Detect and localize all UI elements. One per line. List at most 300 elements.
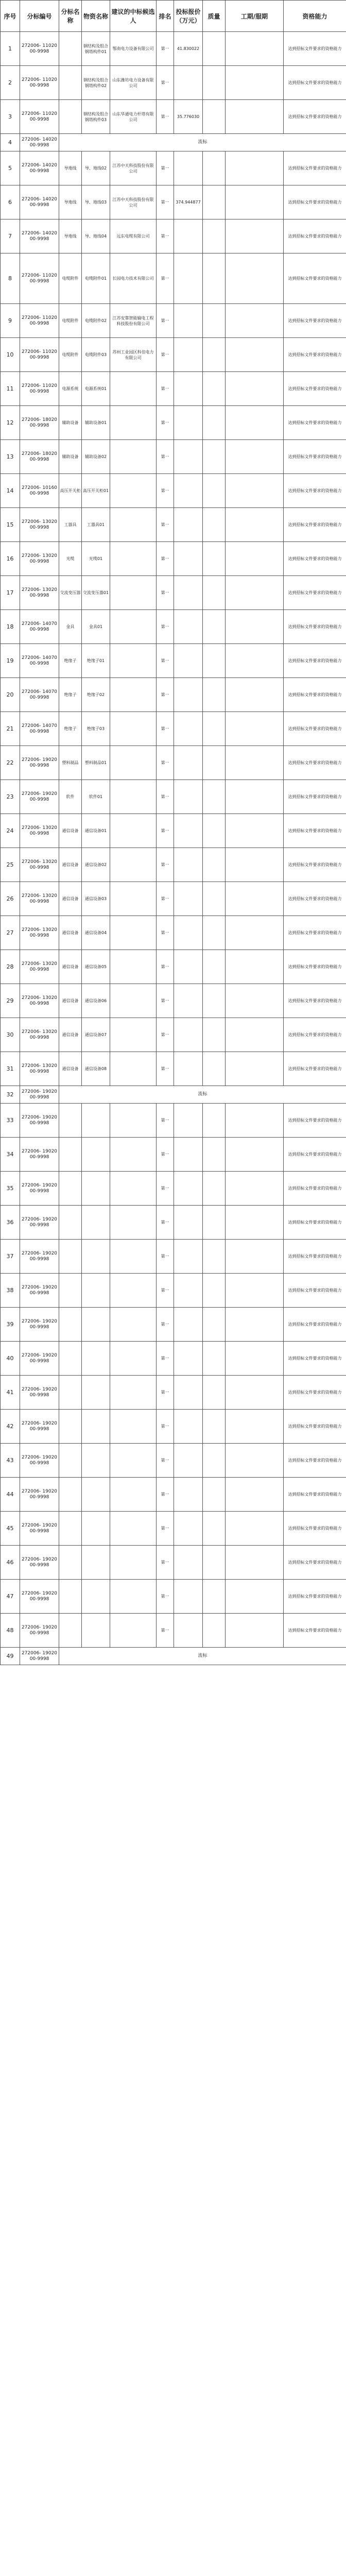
- row-index-cell: 46: [1, 1546, 20, 1580]
- table-row: [1, 66, 346, 100]
- qualification-cell: 达到招标文件要求的资格能力: [284, 1104, 346, 1138]
- schedule-cell: [226, 542, 284, 576]
- schedule-cell: [226, 712, 284, 746]
- material-name-cell: 通信设备04: [82, 916, 110, 950]
- package-name-cell: [59, 1104, 82, 1138]
- package-name-cell: 通信设备: [59, 1018, 82, 1052]
- bid-price-cell: [174, 1614, 203, 1648]
- table-row: [1, 678, 346, 712]
- row-index-cell: 5: [1, 151, 20, 185]
- material-name-cell: 电缆附件02: [82, 304, 110, 338]
- table-row: [1, 1274, 346, 1308]
- qualification-cell: 达到招标文件要求的资格能力: [284, 1410, 346, 1444]
- material-name-cell: 导、地线03: [82, 185, 110, 219]
- row-index-cell: 28: [1, 950, 20, 984]
- winner-name-cell: [110, 746, 157, 780]
- winner-name-cell: [110, 1512, 157, 1546]
- bid-number-cell: 272006- 1902000-9998: [20, 1274, 59, 1308]
- rank-cell: 第一: [157, 1444, 174, 1478]
- winner-name-cell: [110, 1172, 157, 1206]
- bid-price-cell: [174, 814, 203, 848]
- material-name-cell: 钢结构及组合钢塔构件03: [82, 100, 110, 134]
- package-name-cell: 电源系统: [59, 372, 82, 406]
- quality-cell: [203, 406, 226, 440]
- table-row: [1, 1240, 346, 1274]
- quality-cell: [203, 1052, 226, 1086]
- row-index-cell: 32: [1, 1086, 20, 1104]
- schedule-cell: [226, 916, 284, 950]
- schedule-cell: [226, 151, 284, 185]
- material-name-cell: [82, 1376, 110, 1410]
- schedule-cell: [226, 1172, 284, 1206]
- table-row: [1, 712, 346, 746]
- quality-cell: [203, 576, 226, 610]
- qualification-cell: 达到招标文件要求的资格能力: [284, 304, 346, 338]
- rank-cell: 第一: [157, 32, 174, 66]
- schedule-cell: [226, 1206, 284, 1240]
- bid-number-cell: 272006- 1302000-9998: [20, 916, 59, 950]
- qualification-cell: 达到招标文件要求的资格能力: [284, 1274, 346, 1308]
- quality-cell: [203, 474, 226, 508]
- bid-number-cell: 272006- 1302000-9998: [20, 508, 59, 542]
- winner-name-cell: [110, 542, 157, 576]
- material-name-cell: 绝缘子03: [82, 712, 110, 746]
- table-row: [1, 1308, 346, 1342]
- winner-name-cell: 江苏安靠智能输电工程科技股份有限公司: [110, 304, 157, 338]
- bid-number-cell: 272006- 1902000-9998: [20, 1376, 59, 1410]
- qualification-cell: 达到招标文件要求的资格能力: [284, 644, 346, 678]
- material-name-cell: [82, 1206, 110, 1240]
- bid-price-cell: [174, 1018, 203, 1052]
- bid-price-cell: [174, 950, 203, 984]
- bid-number-cell: 272006- 1102000-9998: [20, 32, 59, 66]
- material-name-cell: 工器具01: [82, 508, 110, 542]
- row-index-cell: 22: [1, 746, 20, 780]
- row-index-cell: 33: [1, 1104, 20, 1138]
- rank-cell: 第一: [157, 440, 174, 474]
- qualification-cell: 达到招标文件要求的资格能力: [284, 1546, 346, 1580]
- package-name-cell: [59, 1172, 82, 1206]
- rank-cell: 第一: [157, 1376, 174, 1410]
- row-index-cell: 39: [1, 1308, 20, 1342]
- quality-cell: [203, 916, 226, 950]
- table-row: [1, 1614, 346, 1648]
- winner-name-cell: [110, 712, 157, 746]
- package-name-cell: [59, 1138, 82, 1172]
- package-name-cell: [59, 1614, 82, 1648]
- package-name-cell: 辅助设备: [59, 406, 82, 440]
- bid-price-cell: [174, 746, 203, 780]
- bid-price-cell: [174, 916, 203, 950]
- winner-name-cell: [110, 1580, 157, 1614]
- qualification-cell: 达到招标文件要求的资格能力: [284, 1052, 346, 1086]
- schedule-cell: [226, 1546, 284, 1580]
- rank-cell: 第一: [157, 185, 174, 219]
- package-name-cell: 绝缘子: [59, 712, 82, 746]
- bid-price-cell: [174, 1444, 203, 1478]
- schedule-cell: [226, 253, 284, 304]
- schedule-cell: [226, 508, 284, 542]
- row-index-cell: 42: [1, 1410, 20, 1444]
- schedule-cell: [226, 814, 284, 848]
- material-name-cell: 塑料制品01: [82, 746, 110, 780]
- bid-number-cell: 272006- 1902000-9998: [20, 1614, 59, 1648]
- quality-cell: [203, 712, 226, 746]
- package-name-cell: [59, 66, 82, 100]
- rank-cell: 第一: [157, 712, 174, 746]
- qualification-cell: 达到招标文件要求的资格能力: [284, 32, 346, 66]
- bid-number-cell: 272006- 1902000-9998: [20, 1648, 59, 1665]
- bid-number-cell: 272006- 1102000-9998: [20, 66, 59, 100]
- row-index-cell: 3: [1, 100, 20, 134]
- table-row: [1, 780, 346, 814]
- package-name-cell: 电缆附件: [59, 304, 82, 338]
- material-name-cell: [82, 1614, 110, 1648]
- bid-number-cell: 272006- 1302000-9998: [20, 950, 59, 984]
- table-row: [1, 151, 346, 185]
- bid-price-cell: [174, 1512, 203, 1546]
- rank-cell: 第一: [157, 1410, 174, 1444]
- table-row: [1, 100, 346, 134]
- schedule-cell: [226, 185, 284, 219]
- rank-cell: 第一: [157, 678, 174, 712]
- package-name-cell: [59, 1206, 82, 1240]
- winner-name-cell: [110, 1614, 157, 1648]
- row-index-cell: 4: [1, 134, 20, 151]
- qualification-cell: 达到招标文件要求的资格能力: [284, 1444, 346, 1478]
- schedule-cell: [226, 474, 284, 508]
- schedule-cell: [226, 644, 284, 678]
- qualification-cell: 达到招标文件要求的资格能力: [284, 542, 346, 576]
- material-name-cell: 光缆01: [82, 542, 110, 576]
- package-name-cell: 金具: [59, 610, 82, 644]
- quality-cell: [203, 1240, 226, 1274]
- quality-cell: [203, 1018, 226, 1052]
- package-name-cell: 电缆附件: [59, 338, 82, 372]
- header-package-name: 分标名称: [59, 1, 82, 32]
- schedule-cell: [226, 950, 284, 984]
- package-name-cell: 通信设备: [59, 950, 82, 984]
- material-name-cell: 电缆附件03: [82, 338, 110, 372]
- winner-name-cell: [110, 1478, 157, 1512]
- material-name-cell: [82, 1274, 110, 1308]
- bid-price-cell: [174, 253, 203, 304]
- table-row: [1, 916, 346, 950]
- row-index-cell: 15: [1, 508, 20, 542]
- rank-cell: 第一: [157, 882, 174, 916]
- bid-price-cell: [174, 151, 203, 185]
- table-row: [1, 1342, 346, 1376]
- winner-name-cell: [110, 508, 157, 542]
- winner-name-cell: [110, 1274, 157, 1308]
- rank-cell: 第一: [157, 1240, 174, 1274]
- bid-number-cell: 272006- 1016000-9998: [20, 474, 59, 508]
- bid-number-cell: 272006- 1302000-9998: [20, 1052, 59, 1086]
- table-row: [1, 134, 346, 151]
- rank-cell: 第一: [157, 508, 174, 542]
- winner-name-cell: [110, 916, 157, 950]
- table-row: [1, 304, 346, 338]
- rank-cell: 第一: [157, 219, 174, 253]
- winner-name-cell: [110, 1240, 157, 1274]
- material-name-cell: 高压开关柜01: [82, 474, 110, 508]
- bid-price-cell: [174, 882, 203, 916]
- table-row: [1, 1376, 346, 1410]
- schedule-cell: [226, 678, 284, 712]
- qualification-cell: 达到招标文件要求的资格能力: [284, 66, 346, 100]
- material-name-cell: 电缆附件01: [82, 253, 110, 304]
- winner-name-cell: 远东电缆有限公司: [110, 219, 157, 253]
- package-name-cell: 导地线: [59, 219, 82, 253]
- qualification-cell: 达到招标文件要求的资格能力: [284, 508, 346, 542]
- winner-name-cell: [110, 610, 157, 644]
- quality-cell: [203, 338, 226, 372]
- material-name-cell: [82, 1512, 110, 1546]
- schedule-cell: [226, 1614, 284, 1648]
- package-name-cell: [59, 1376, 82, 1410]
- bid-price-cell: [174, 338, 203, 372]
- rank-cell: 第一: [157, 338, 174, 372]
- package-name-cell: [59, 1410, 82, 1444]
- bid-price-cell: [174, 1138, 203, 1172]
- bid-price-cell: [174, 1172, 203, 1206]
- qualification-cell: 达到招标文件要求的资格能力: [284, 610, 346, 644]
- qualification-cell: 达到招标文件要求的资格能力: [284, 219, 346, 253]
- bid-price-cell: [174, 1274, 203, 1308]
- schedule-cell: [226, 406, 284, 440]
- table-row: [1, 1580, 346, 1614]
- schedule-cell: [226, 1580, 284, 1614]
- material-name-cell: [82, 1444, 110, 1478]
- rank-cell: 第一: [157, 1138, 174, 1172]
- quality-cell: [203, 1172, 226, 1206]
- schedule-cell: [226, 219, 284, 253]
- material-name-cell: 通信设备01: [82, 814, 110, 848]
- package-name-cell: [59, 1512, 82, 1546]
- row-index-cell: 38: [1, 1274, 20, 1308]
- package-name-cell: 高压开关柜: [59, 474, 82, 508]
- quality-cell: [203, 32, 226, 66]
- header-quality: 质量: [203, 1, 226, 32]
- header-schedule: 工期/服期: [226, 1, 284, 32]
- winner-name-cell: [110, 576, 157, 610]
- winner-name-cell: [110, 440, 157, 474]
- quality-cell: [203, 508, 226, 542]
- winner-name-cell: 江苏中天科技股份有限公司: [110, 151, 157, 185]
- bid-number-cell: 272006- 1102000-9998: [20, 100, 59, 134]
- winner-name-cell: 山东华通电力杆塔有限公司: [110, 100, 157, 134]
- material-name-cell: 通信设备03: [82, 882, 110, 916]
- bid-price-cell: [174, 474, 203, 508]
- table-row: [1, 542, 346, 576]
- rank-cell: 第一: [157, 984, 174, 1018]
- winner-name-cell: [110, 406, 157, 440]
- schedule-cell: [226, 1052, 284, 1086]
- package-name-cell: [59, 32, 82, 66]
- rank-cell: 第一: [157, 372, 174, 406]
- bid-number-cell: 272006- 1102000-9998: [20, 253, 59, 304]
- schedule-cell: [226, 100, 284, 134]
- material-name-cell: 金具01: [82, 610, 110, 644]
- bid-number-cell: 272006- 1902000-9998: [20, 780, 59, 814]
- package-name-cell: [59, 100, 82, 134]
- bid-price-cell: [174, 712, 203, 746]
- table-row: [1, 814, 346, 848]
- package-name-cell: 导地线: [59, 185, 82, 219]
- quality-cell: [203, 746, 226, 780]
- package-name-cell: 通信设备: [59, 916, 82, 950]
- qualification-cell: 达到招标文件要求的资格能力: [284, 984, 346, 1018]
- qualification-cell: 达到招标文件要求的资格能力: [284, 746, 346, 780]
- schedule-cell: [226, 882, 284, 916]
- bid-number-cell: 272006- 1302000-9998: [20, 882, 59, 916]
- table-row: [1, 474, 346, 508]
- bid-number-cell: 272006- 1902000-9998: [20, 746, 59, 780]
- package-name-cell: 通信设备: [59, 882, 82, 916]
- quality-cell: [203, 950, 226, 984]
- quality-cell: [203, 1512, 226, 1546]
- qualification-cell: 达到招标文件要求的资格能力: [284, 882, 346, 916]
- bid-number-cell: 272006- 1802000-9998: [20, 440, 59, 474]
- table-row: [1, 219, 346, 253]
- winner-name-cell: [110, 1342, 157, 1376]
- row-index-cell: 26: [1, 882, 20, 916]
- material-name-cell: [82, 1478, 110, 1512]
- quality-cell: [203, 1478, 226, 1512]
- winner-name-cell: [110, 1410, 157, 1444]
- schedule-cell: [226, 1274, 284, 1308]
- rank-cell: 第一: [157, 1172, 174, 1206]
- qualification-cell: 达到招标文件要求的资格能力: [284, 1240, 346, 1274]
- row-index-cell: 1: [1, 32, 20, 66]
- bid-price-cell: [174, 1342, 203, 1376]
- schedule-cell: [226, 1138, 284, 1172]
- bid-number-cell: 272006- 1102000-9998: [20, 338, 59, 372]
- qualification-cell: 达到招标文件要求的资格能力: [284, 406, 346, 440]
- winner-name-cell: [110, 678, 157, 712]
- winner-name-cell: 江苏中天科技股份有限公司: [110, 185, 157, 219]
- schedule-cell: [226, 440, 284, 474]
- rank-cell: 第一: [157, 780, 174, 814]
- table-row: [1, 1086, 346, 1104]
- rank-cell: 第一: [157, 406, 174, 440]
- material-name-cell: 钢结构及组合钢塔构件01: [82, 32, 110, 66]
- winner-name-cell: [110, 1206, 157, 1240]
- row-index-cell: 40: [1, 1342, 20, 1376]
- bid-price-cell: [174, 372, 203, 406]
- material-name-cell: [82, 1240, 110, 1274]
- table-row: [1, 253, 346, 304]
- material-name-cell: 通信设备06: [82, 984, 110, 1018]
- material-name-cell: [82, 1138, 110, 1172]
- bid-number-cell: 272006- 1407000-9998: [20, 610, 59, 644]
- rank-cell: 第一: [157, 814, 174, 848]
- schedule-cell: [226, 610, 284, 644]
- bid-number-cell: 272006- 1302000-9998: [20, 576, 59, 610]
- qualification-cell: 达到招标文件要求的资格能力: [284, 1308, 346, 1342]
- bid-number-cell: 272006- 1902000-9998: [20, 1240, 59, 1274]
- qualification-cell: 达到招标文件要求的资格能力: [284, 1478, 346, 1512]
- qualification-cell: 达到招标文件要求的资格能力: [284, 185, 346, 219]
- table-row: [1, 440, 346, 474]
- header-rank: 排名: [157, 1, 174, 32]
- material-name-cell: 导、地线02: [82, 151, 110, 185]
- package-name-cell: 软件: [59, 780, 82, 814]
- rank-cell: 第一: [157, 1206, 174, 1240]
- material-name-cell: [82, 1172, 110, 1206]
- row-index-cell: 21: [1, 712, 20, 746]
- table-row: [1, 1478, 346, 1512]
- bid-number-cell: 272006- 1407000-9998: [20, 644, 59, 678]
- rank-cell: 第一: [157, 848, 174, 882]
- rank-cell: 第一: [157, 253, 174, 304]
- row-index-cell: 44: [1, 1478, 20, 1512]
- bid-price-cell: [174, 508, 203, 542]
- row-index-cell: 36: [1, 1206, 20, 1240]
- winner-name-cell: [110, 1308, 157, 1342]
- row-index-cell: 2: [1, 66, 20, 100]
- bid-price-cell: [174, 1410, 203, 1444]
- quality-cell: [203, 1410, 226, 1444]
- qualification-cell: 达到招标文件要求的资格能力: [284, 950, 346, 984]
- rank-cell: 第一: [157, 1512, 174, 1546]
- quality-cell: [203, 1376, 226, 1410]
- material-name-cell: 辅助设备02: [82, 440, 110, 474]
- package-name-cell: 导地线: [59, 151, 82, 185]
- schedule-cell: [226, 1410, 284, 1444]
- quality-cell: [203, 882, 226, 916]
- qualification-cell: 达到招标文件要求的资格能力: [284, 712, 346, 746]
- rank-cell: 第一: [157, 610, 174, 644]
- package-name-cell: 辅助设备: [59, 440, 82, 474]
- qualification-cell: 达到招标文件要求的资格能力: [284, 1342, 346, 1376]
- row-index-cell: 34: [1, 1138, 20, 1172]
- row-index-cell: 27: [1, 916, 20, 950]
- qualification-cell: 达到招标文件要求的资格能力: [284, 1512, 346, 1546]
- material-name-cell: [82, 1308, 110, 1342]
- bid-number-cell: 272006- 1402000-9998: [20, 219, 59, 253]
- rank-cell: 第一: [157, 1342, 174, 1376]
- package-name-cell: [59, 1274, 82, 1308]
- row-index-cell: 48: [1, 1614, 20, 1648]
- qualification-cell: 达到招标文件要求的资格能力: [284, 848, 346, 882]
- row-index-cell: 12: [1, 406, 20, 440]
- qualification-cell: 达到招标文件要求的资格能力: [284, 1376, 346, 1410]
- header-qualification: 资格能力: [284, 1, 346, 32]
- header-material-name: 物资名称: [82, 1, 110, 32]
- quality-cell: [203, 814, 226, 848]
- qualification-cell: 达到招标文件要求的资格能力: [284, 338, 346, 372]
- material-name-cell: 绝缘子01: [82, 644, 110, 678]
- quality-cell: [203, 304, 226, 338]
- schedule-cell: [226, 372, 284, 406]
- table-row: [1, 1104, 346, 1138]
- bid-number-cell: 272006- 1402000-9998: [20, 151, 59, 185]
- qualification-cell: 达到招标文件要求的资格能力: [284, 1172, 346, 1206]
- row-index-cell: 11: [1, 372, 20, 406]
- rank-cell: 第一: [157, 151, 174, 185]
- bid-number-cell: 272006- 1407000-9998: [20, 678, 59, 712]
- winner-name-cell: [110, 1376, 157, 1410]
- row-index-cell: 47: [1, 1580, 20, 1614]
- winner-name-cell: [110, 1052, 157, 1086]
- row-index-cell: 14: [1, 474, 20, 508]
- quality-cell: [203, 1444, 226, 1478]
- row-index-cell: 8: [1, 253, 20, 304]
- winner-name-cell: [110, 1104, 157, 1138]
- table-row: [1, 406, 346, 440]
- bid-number-cell: 272006- 1902000-9998: [20, 1512, 59, 1546]
